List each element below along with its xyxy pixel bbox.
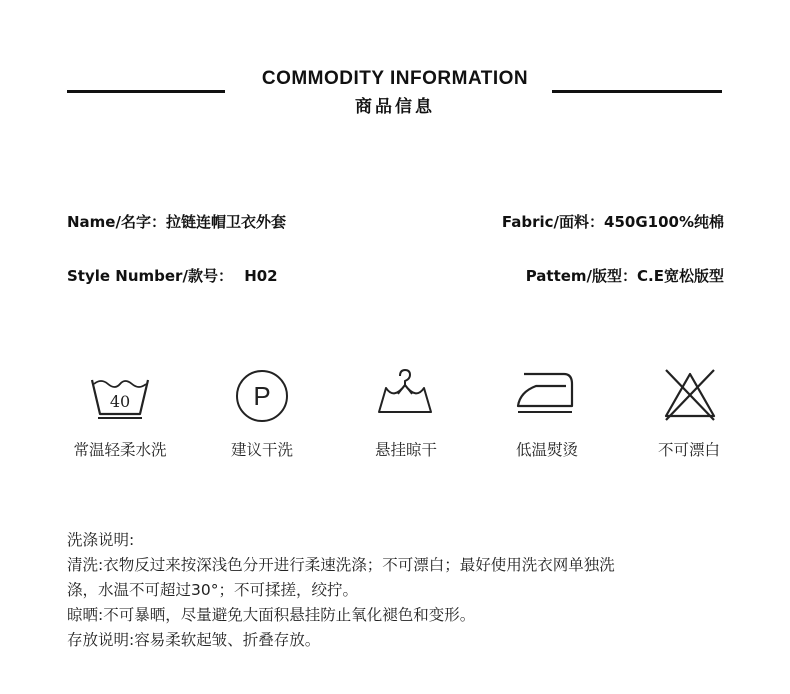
care-label-iron: 低温熨烫: [515, 441, 578, 459]
notes-heading: 洗涤说明:: [67, 531, 135, 549]
style-number-label: Style Number/款号：: [67, 267, 233, 285]
hang-dry-icon: [376, 366, 434, 416]
title-english: COMMODITY INFORMATION: [261, 68, 529, 89]
dry-clean-p-icon: [234, 368, 290, 424]
product-name: Name/名字：拉链连帽卫衣外套: [67, 213, 286, 231]
gentle-wash-40-icon: [88, 374, 152, 422]
care-notes: [67, 528, 732, 653]
product-fabric: Fabric/面料：450G100%纯棉: [501, 213, 724, 231]
dry-clean-letter: P: [253, 381, 271, 411]
care-label-hang-dry: 悬挂晾干: [374, 441, 437, 459]
notes-line-2: 涤，水温不可超过30°；不可揉搓，绞拧。: [67, 581, 358, 599]
style-number: [67, 265, 278, 286]
care-label-dry-clean: 建议干洗: [230, 441, 293, 459]
notes-line-1: 清洗:衣物反过来按深浅色分开进行柔速洗涤；不可漂白；最好使用洗衣网单独洗: [67, 556, 615, 574]
care-label-wash: 常温轻柔水洗: [73, 441, 167, 459]
notes-line-3: 晾晒:不可暴晒，尽量避免大面积悬挂防止氧化褪色和变形。: [67, 606, 476, 624]
product-pattern: Pattem/版型：C.E宽松版型: [525, 267, 724, 285]
title-chinese: 商品信息: [355, 97, 435, 117]
care-label-no-bleach: 不可漂白: [657, 441, 720, 459]
notes-line-4: 存放说明:容易柔软起皱、折叠存放。: [67, 631, 321, 649]
no-bleach-icon: [662, 368, 718, 422]
wash-temp-text: 40: [109, 392, 131, 411]
style-number-value: H02: [244, 267, 278, 285]
low-iron-icon: [514, 368, 576, 418]
